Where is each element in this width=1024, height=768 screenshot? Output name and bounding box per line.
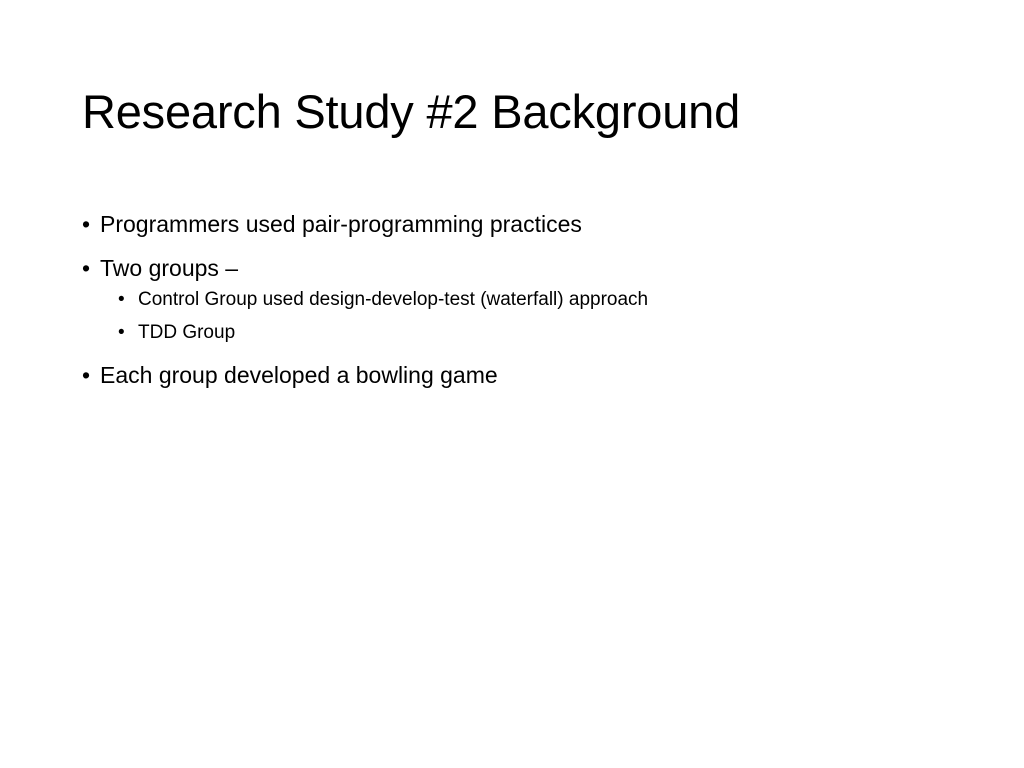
sub-bullet-text: TDD Group xyxy=(138,322,236,343)
bullet-text: Each group developed a bowling game xyxy=(100,362,498,388)
bullet-item xyxy=(82,253,962,346)
sub-bullet-item xyxy=(118,320,962,346)
bullet-item xyxy=(82,360,962,390)
slide-title: Research Study #2 Background xyxy=(82,85,741,138)
bullet-item xyxy=(82,209,962,239)
sub-bullet-list xyxy=(118,287,962,346)
bullet-list xyxy=(82,209,962,390)
sub-bullet-item xyxy=(118,287,962,313)
bullet-text: Two groups – xyxy=(100,255,239,281)
sub-bullet-text: Control Group used design-develop-test (waterfall) approach xyxy=(138,289,649,310)
bullet-text: Programmers used pair-programming practices xyxy=(100,211,582,237)
